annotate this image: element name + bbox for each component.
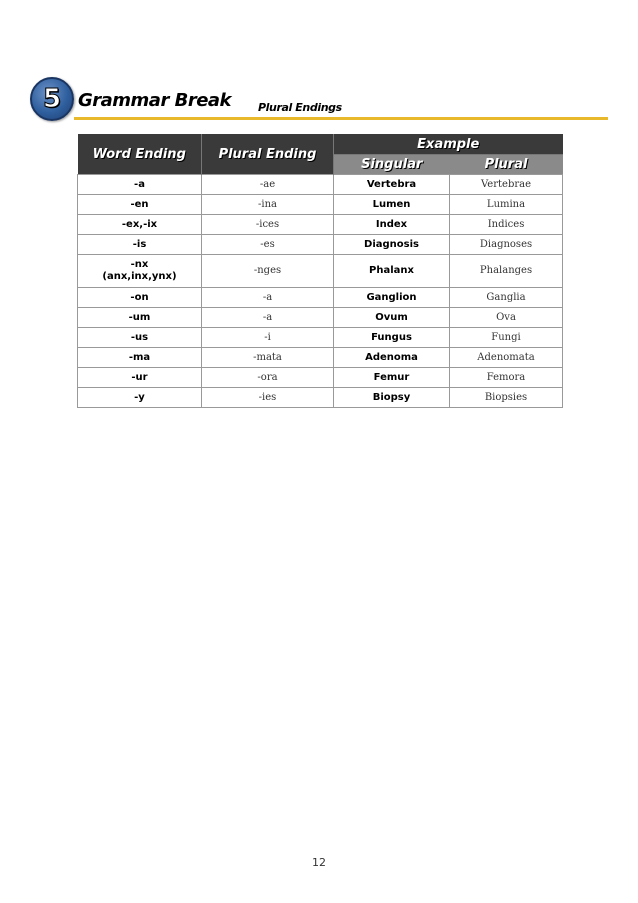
cell-singular: Adenoma: [334, 348, 450, 368]
word-ending-variants: (anx,inx,ynx): [102, 271, 177, 282]
word-ending-text: -ma: [128, 351, 151, 363]
cell-singular: Phalanx: [334, 255, 450, 288]
cell-plural-ending: -a: [202, 288, 334, 308]
cell-plural: Vertebrae: [450, 175, 563, 195]
cell-word-ending: [78, 255, 202, 288]
cell-plural-ending: -ices: [202, 215, 334, 235]
cell-plural-ending: -ora: [202, 368, 334, 388]
cell-word-ending: [78, 388, 202, 408]
cell-plural-ending: -mata: [202, 348, 334, 368]
cell-plural-ending: -i: [202, 328, 334, 348]
cell-singular: Index: [334, 215, 450, 235]
section-subtitle: Plural Endings: [258, 101, 342, 114]
cell-plural-ending: -ies: [202, 388, 334, 408]
page-header: [0, 0, 638, 130]
cell-singular: Diagnosis: [334, 235, 450, 255]
cell-plural: Ova: [450, 308, 563, 328]
section-title: Grammar Break: [78, 90, 232, 111]
word-ending-text: -y: [134, 391, 145, 403]
table-row: [78, 195, 563, 215]
cell-singular: Ganglion: [334, 288, 450, 308]
table-row: [78, 288, 563, 308]
header-plural: Plural: [450, 155, 563, 175]
cell-plural: Adenomata: [450, 348, 563, 368]
cell-plural-ending: -a: [202, 308, 334, 328]
cell-word-ending: [78, 328, 202, 348]
header-example: Example: [334, 134, 563, 155]
cell-plural: Biopsies: [450, 388, 563, 408]
cell-word-ending: [78, 288, 202, 308]
cell-word-ending: [78, 175, 202, 195]
cell-plural-ending: -ina: [202, 195, 334, 215]
plural-endings-table: [77, 134, 563, 408]
cell-plural-ending: -ae: [202, 175, 334, 195]
word-ending-text: -a: [134, 178, 145, 190]
cell-plural-ending: -nges: [202, 255, 334, 288]
table-row: [78, 368, 563, 388]
cell-word-ending: [78, 368, 202, 388]
table-row: [78, 175, 563, 195]
cell-word-ending: [78, 235, 202, 255]
word-ending-text: -on: [130, 291, 149, 303]
table-row: [78, 255, 563, 288]
word-ending-text: -nx: [130, 259, 149, 270]
cell-plural: Fungi: [450, 328, 563, 348]
table-row: [78, 235, 563, 255]
cell-plural: Phalanges: [450, 255, 563, 288]
word-ending-text: -ex,-ix: [121, 218, 158, 230]
cell-plural: Lumina: [450, 195, 563, 215]
header-word-ending: Word Ending: [78, 134, 202, 175]
cell-plural-ending: -es: [202, 235, 334, 255]
section-number: 5: [42, 84, 62, 114]
cell-singular: Fungus: [334, 328, 450, 348]
table-row: [78, 348, 563, 368]
cell-word-ending: [78, 215, 202, 235]
table-row: [78, 308, 563, 328]
cell-plural: Indices: [450, 215, 563, 235]
cell-singular: Vertebra: [334, 175, 450, 195]
cell-singular: Lumen: [334, 195, 450, 215]
cell-word-ending: [78, 195, 202, 215]
section-number-badge: [30, 77, 74, 121]
table-row: [78, 328, 563, 348]
header-singular: Singular: [334, 155, 450, 175]
cell-word-ending: [78, 348, 202, 368]
table-row: [78, 215, 563, 235]
table-body: [78, 175, 563, 408]
word-ending-text: -is: [132, 238, 147, 250]
word-ending-text: -us: [130, 331, 149, 343]
cell-singular: Biopsy: [334, 388, 450, 408]
cell-plural: Ganglia: [450, 288, 563, 308]
cell-plural: Femora: [450, 368, 563, 388]
cell-singular: Femur: [334, 368, 450, 388]
cell-word-ending: [78, 308, 202, 328]
word-ending-text: -en: [130, 198, 149, 210]
header-divider: [74, 117, 608, 120]
cell-singular: Ovum: [334, 308, 450, 328]
page-number: 12: [312, 856, 326, 869]
word-ending-text: -um: [128, 311, 151, 323]
cell-plural: Diagnoses: [450, 235, 563, 255]
header-plural-ending: Plural Ending: [202, 134, 334, 175]
word-ending-text: -ur: [131, 371, 148, 383]
table-row: [78, 388, 563, 408]
